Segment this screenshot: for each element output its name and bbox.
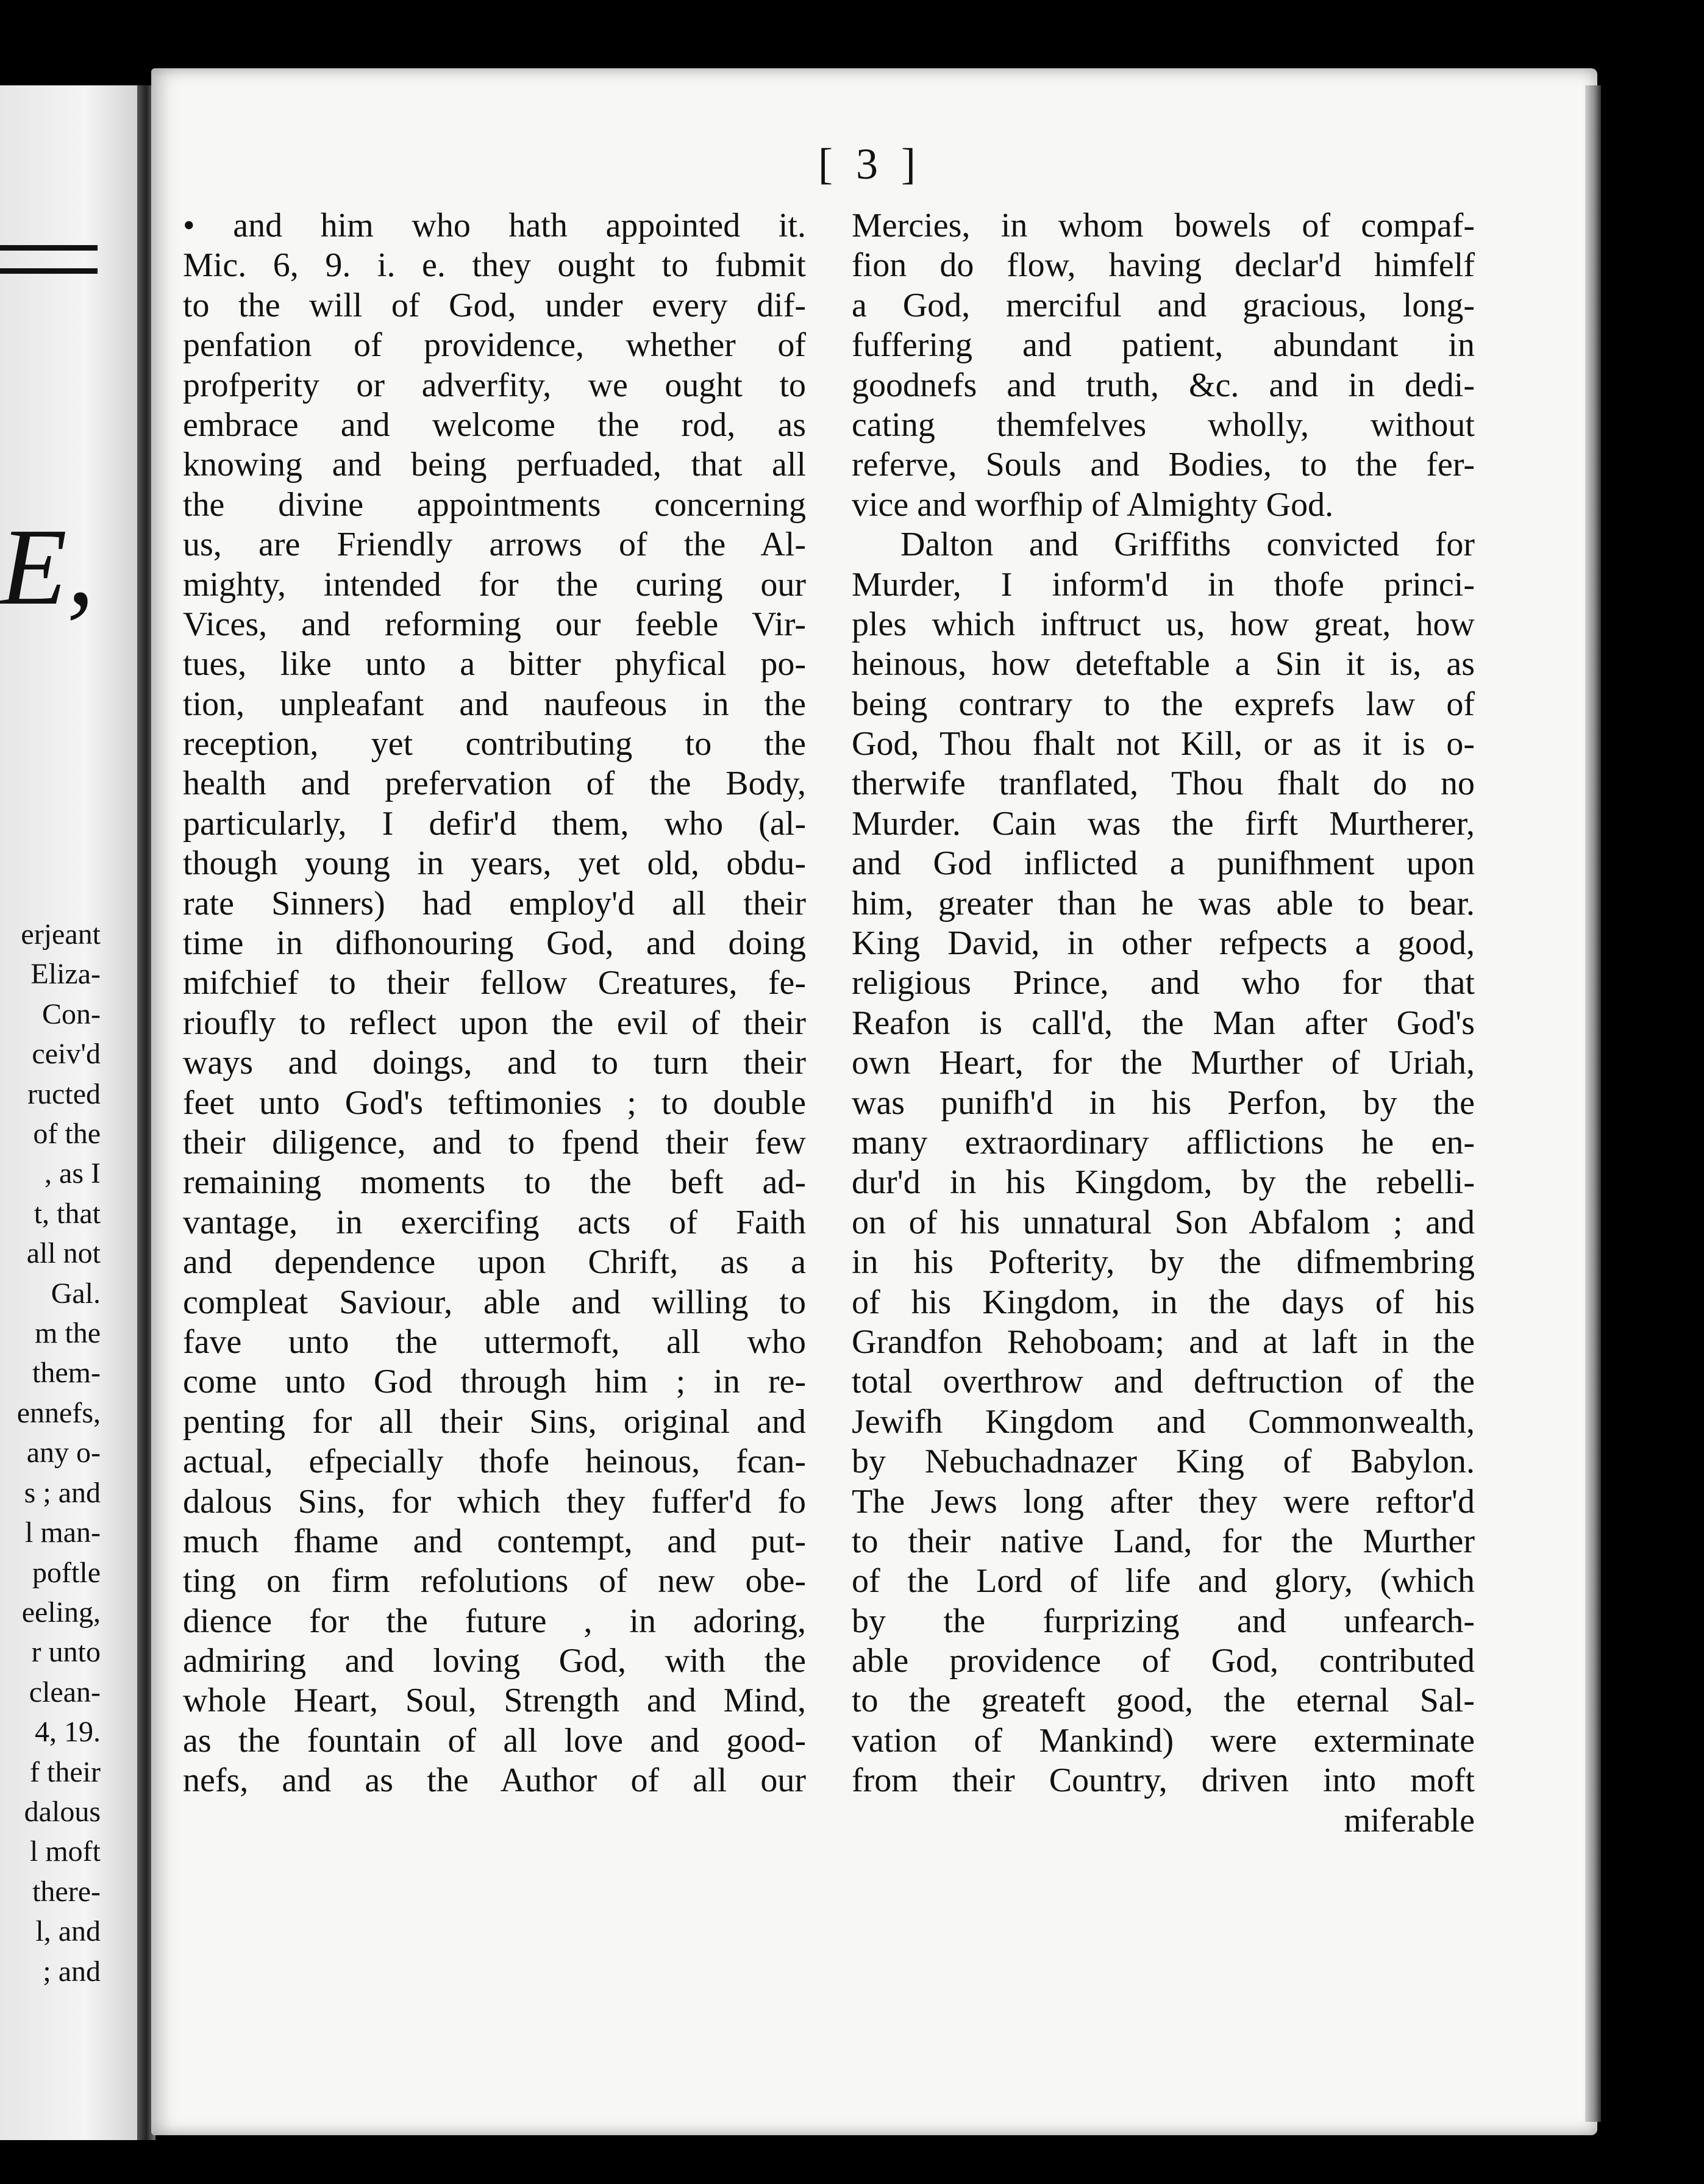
left-text-column bbox=[183, 206, 806, 1801]
text-line: Grandfon Rehoboam; and at laft in the bbox=[852, 1322, 1475, 1361]
text-line: compleat Saviour, able and willing to bbox=[183, 1283, 806, 1321]
facing-line: all not bbox=[26, 1237, 101, 1270]
text-line: to the will of God, under every dif- bbox=[183, 286, 806, 324]
text-line: us, are Friendly arrows of the Al- bbox=[183, 526, 806, 564]
text-line: come unto God through him ; in re- bbox=[183, 1363, 806, 1401]
text-line: ways and doings, and to turn their bbox=[183, 1044, 806, 1082]
facing-line: l, and bbox=[35, 1915, 101, 1948]
text-line: as the fountain of all love and good- bbox=[183, 1721, 806, 1760]
facing-line: m the bbox=[35, 1317, 101, 1350]
text-line: nefs, and as the Author of all our bbox=[183, 1761, 806, 1800]
facing-line: l man- bbox=[25, 1516, 101, 1549]
text-line: being contrary to the exprefs law of bbox=[852, 685, 1475, 723]
text-line: Murder. Cain was the firft Murtherer, bbox=[852, 804, 1475, 843]
page-number: [ 3 ] bbox=[818, 140, 922, 188]
text-line: vantage, in exercifing acts of Faith bbox=[183, 1203, 806, 1241]
text-line: fave unto the uttermoft, all who bbox=[183, 1322, 806, 1361]
facing-line: l moft bbox=[30, 1835, 101, 1868]
text-line: vice and worfhip of Almighty God. bbox=[852, 485, 1334, 524]
facing-line: ceiv'd bbox=[32, 1038, 101, 1071]
text-line: time in difhonouring God, and doing bbox=[183, 924, 806, 963]
facing-line: 4, 19. bbox=[35, 1716, 101, 1749]
text-line: by Nebuchadnazer King of Babylon. bbox=[852, 1443, 1475, 1481]
text-line: mighty, intended for the curing our bbox=[183, 565, 806, 604]
text-line: by the furprizing and unfearch- bbox=[852, 1602, 1475, 1640]
text-line: fuffering and patient, abundant in bbox=[852, 326, 1475, 365]
text-line: rioufly to reflect upon the evil of their bbox=[183, 1004, 806, 1042]
facing-line: ructed bbox=[27, 1077, 101, 1110]
text-line: religious Prince, and who for that bbox=[852, 964, 1475, 1002]
text-line: dience for the future , in adoring, bbox=[183, 1602, 806, 1640]
text-line: penfation of providence, whether of bbox=[183, 326, 806, 365]
text-line: on of his unnatural Son Abfalom ; and bbox=[852, 1203, 1475, 1241]
text-line: the divine appointments concerning bbox=[183, 485, 806, 524]
text-line: and dependence upon Chrift, as a bbox=[183, 1243, 806, 1282]
text-line: Dalton and Griffiths convicted for bbox=[900, 526, 1475, 564]
text-line: in his Pofterity, by the difmembring bbox=[852, 1243, 1475, 1282]
text-line: Mic. 6, 9. i. e. they ought to fubmit bbox=[183, 246, 806, 285]
text-line: to their native Land, for the Murther bbox=[852, 1522, 1475, 1560]
double-rule-top bbox=[0, 245, 98, 251]
text-line: fion do flow, having declar'd himfelf bbox=[852, 246, 1475, 285]
text-line: feet unto God's teftimonies ; to double bbox=[183, 1083, 806, 1122]
facing-line: them- bbox=[32, 1357, 101, 1390]
facing-line: ennefs, bbox=[16, 1396, 101, 1429]
text-line: ting on firm refolutions of new obe- bbox=[183, 1562, 806, 1601]
page-edge bbox=[1585, 85, 1601, 2122]
facing-line: ; and bbox=[43, 1955, 101, 1988]
text-line: of the Lord of life and glory, (which bbox=[852, 1562, 1475, 1601]
facing-line: dalous bbox=[24, 1795, 101, 1828]
text-line: cating themfelves wholly, without bbox=[852, 405, 1475, 444]
text-line: therwife tranflated, Thou fhalt do no bbox=[852, 765, 1475, 803]
text-line: total overthrow and deftruction of the bbox=[852, 1363, 1475, 1401]
text-line: much fhame and contempt, and put- bbox=[183, 1522, 806, 1560]
text-line: many extraordinary afflictions he en- bbox=[852, 1123, 1475, 1162]
text-line: Mercies, in whom bowels of compaf- bbox=[852, 207, 1475, 244]
facing-line: r unto bbox=[31, 1636, 101, 1669]
text-line: though young in years, yet old, obdu- bbox=[183, 844, 806, 883]
facing-line: any o- bbox=[26, 1436, 101, 1469]
text-line: tues, like unto a bitter phyfical po- bbox=[183, 645, 806, 683]
text-line: dur'd in his Kingdom, by the rebelli- bbox=[852, 1163, 1475, 1202]
facing-line: clean- bbox=[29, 1675, 101, 1708]
text-line: to the greateft good, the eternal Sal- bbox=[852, 1682, 1475, 1720]
facing-line: eeling, bbox=[21, 1596, 101, 1629]
facing-page-text bbox=[0, 915, 101, 1991]
facing-line: poftle bbox=[32, 1556, 101, 1589]
text-line: God, Thou fhalt not Kill, or as it is o- bbox=[852, 725, 1475, 763]
text-line: ples which inftruct us, how great, how bbox=[852, 605, 1475, 643]
text-line: referve, Souls and Bodies, to the fer- bbox=[852, 446, 1475, 484]
facing-line: Gal. bbox=[51, 1277, 101, 1310]
text-line: of his Kingdom, in the days of his bbox=[852, 1283, 1475, 1321]
text-line: embrace and welcome the rod, as bbox=[183, 405, 806, 444]
text-line: was punifh'd in his Perfon, by the bbox=[852, 1083, 1475, 1122]
right-text-column bbox=[852, 206, 1475, 1841]
text-line: able providence of God, contributed bbox=[852, 1642, 1475, 1680]
facing-line: Con- bbox=[42, 997, 101, 1030]
facing-line: erjeant bbox=[21, 918, 101, 951]
text-line: whole Heart, Soul, Strength and Mind, bbox=[183, 1682, 806, 1720]
text-line: Vices, and reforming our feeble Vir- bbox=[183, 605, 806, 643]
text-line: their diligence, and to fpend their few bbox=[183, 1123, 806, 1162]
text-line: mifchief to their fellow Creatures, fe- bbox=[183, 964, 806, 1002]
facing-line: t, that bbox=[34, 1197, 101, 1230]
facing-line: f their bbox=[30, 1755, 101, 1788]
text-line: goodnefs and truth, &c. and in dedi- bbox=[852, 366, 1475, 404]
facing-line: of the bbox=[33, 1118, 101, 1151]
text-line: own Heart, for the Murther of Uriah, bbox=[852, 1044, 1475, 1082]
double-rule-bottom bbox=[0, 268, 98, 274]
text-line: remaining moments to the beft ad- bbox=[183, 1163, 806, 1202]
text-line: heinous, how deteftable a Sin it is, as bbox=[852, 645, 1475, 683]
facing-line: there- bbox=[32, 1875, 101, 1908]
text-line: profperity or adverfity, we ought to bbox=[183, 366, 806, 404]
text-line: The Jews long after they were reftor'd bbox=[852, 1482, 1475, 1521]
text-line: Jewifh Kingdom and Commonwealth, bbox=[852, 1402, 1475, 1441]
text-line: dalous Sins, for which they fuffer'd fo bbox=[183, 1482, 806, 1521]
text-line: health and prefervation of the Body, bbox=[183, 765, 806, 803]
text-line: admiring and loving God, with the bbox=[183, 1642, 806, 1680]
text-line: penting for all their Sins, original and bbox=[183, 1402, 806, 1441]
facing-page-heading-fragment: E, bbox=[0, 506, 94, 627]
text-line: from their Country, driven into moft bbox=[852, 1761, 1475, 1800]
text-line: tion, unpleafant and naufeous in the bbox=[183, 685, 806, 723]
text-line: knowing and being perfuaded, that all bbox=[183, 446, 806, 484]
facing-line: s ; and bbox=[24, 1476, 101, 1509]
text-line: particularly, I defir'd them, who (al- bbox=[183, 804, 806, 843]
catchword: miferable bbox=[1344, 1801, 1475, 1840]
text-line: rate Sinners) had employ'd all their bbox=[183, 884, 806, 922]
text-line: reception, yet contributing to the bbox=[183, 725, 806, 763]
text-line: Reafon is call'd, the Man after God's bbox=[852, 1004, 1475, 1042]
text-line: and God inflicted a punifhment upon bbox=[852, 844, 1475, 883]
text-line: him, greater than he was able to bear. bbox=[852, 884, 1475, 922]
text-line: • and him who hath appointed it. bbox=[183, 207, 806, 244]
facing-line: , as I bbox=[45, 1157, 101, 1190]
text-line: actual, efpecially thofe heinous, fcan- bbox=[183, 1443, 806, 1481]
facing-line: Eliza- bbox=[30, 958, 101, 991]
text-line: a God, merciful and gracious, long- bbox=[852, 286, 1475, 324]
facing-page-fragment bbox=[0, 85, 143, 2140]
text-line: vation of Mankind) were exterminate bbox=[852, 1721, 1475, 1760]
text-line: Murder, I inform'd in thofe princi- bbox=[852, 565, 1475, 604]
text-line: King David, in other refpects a good, bbox=[852, 924, 1475, 963]
